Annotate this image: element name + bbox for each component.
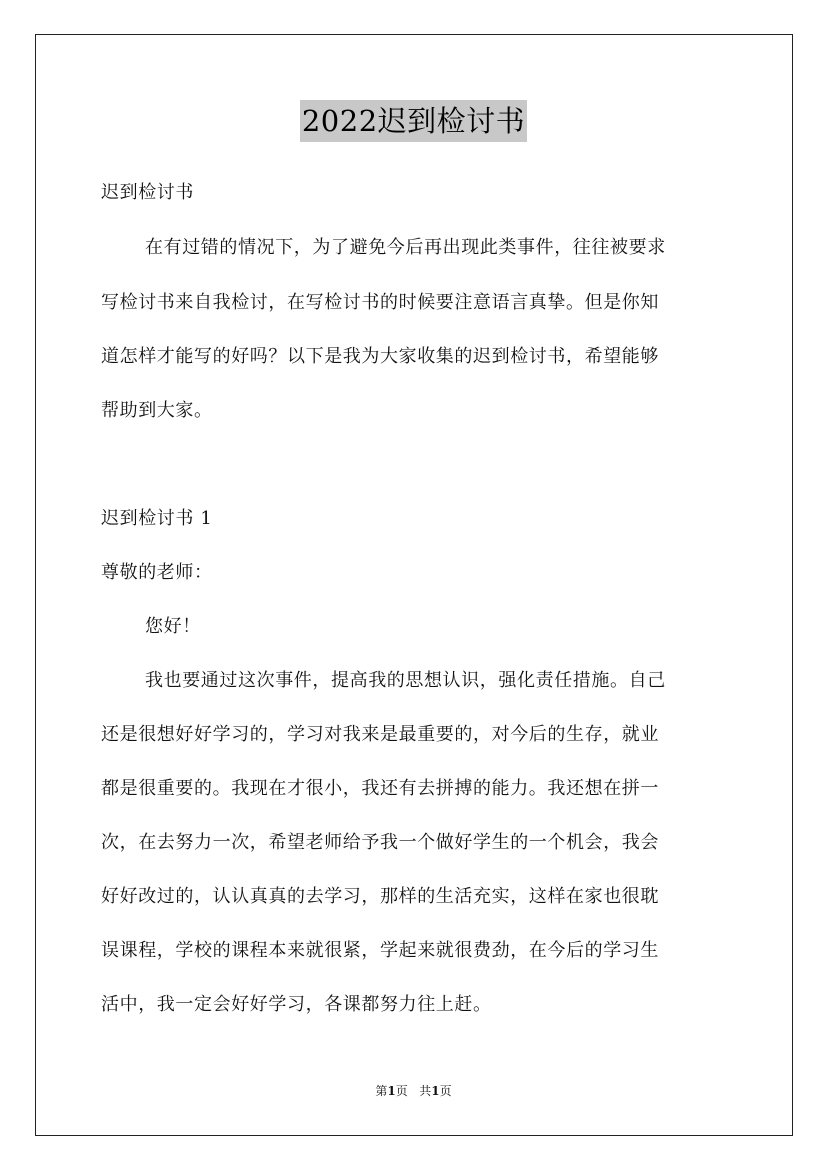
intro-line: 写检讨书来自我检讨，在写检讨书的时候要注意语言真挚。但是你知 (101, 292, 659, 313)
salutation: 尊敬的老师： (101, 562, 213, 583)
page-footer (0, 1083, 827, 1099)
title-container (0, 100, 827, 142)
page-label-prefix: 第 (375, 1084, 388, 1098)
body-line: 次，在去努力一次，希望老师给予我一个做好学生的一个机会，我会 (101, 832, 659, 853)
greeting: 您好！ (145, 616, 201, 637)
body-line: 好好改过的，认认真真的去学习，那样的生活充实，这样在家也很耽 (101, 886, 659, 907)
body-line: 都是很重要的。我现在才很小，我还有去拼搏的能力。我还想在拼一 (101, 778, 659, 799)
body-line: 误课程，学校的课程本来就很紧，学起来就很费劲，在今后的学习生 (101, 940, 659, 961)
body-line: 我也要通过这次事件，提高我的思想认识，强化责任措施。自己 (145, 670, 666, 691)
document-subtitle: 迟到检讨书 (101, 182, 194, 203)
page-label-suffix: 页 (395, 1084, 408, 1098)
total-label-suffix: 页 (439, 1084, 452, 1098)
intro-line: 道怎样才能写的好吗？以下是我为大家收集的迟到检讨书，希望能够 (101, 346, 659, 367)
document-title: 2022迟到检讨书 (300, 100, 527, 142)
intro-line: 在有过错的情况下，为了避免今后再出现此类事件，往往被要求 (145, 237, 666, 258)
total-label-prefix: 共 (419, 1084, 432, 1098)
intro-line: 帮助到大家。 (101, 400, 213, 421)
total-pages: 1 (431, 1084, 440, 1098)
body-line: 还是很想好好学习的，学习对我来是最重要的，对今后的生存，就业 (101, 724, 659, 745)
page-number: 1 (387, 1084, 396, 1098)
body-line: 活中，我一定会好好学习，各课都努力往上赶。 (101, 994, 492, 1015)
section-heading: 迟到检讨书 1 (101, 508, 213, 529)
